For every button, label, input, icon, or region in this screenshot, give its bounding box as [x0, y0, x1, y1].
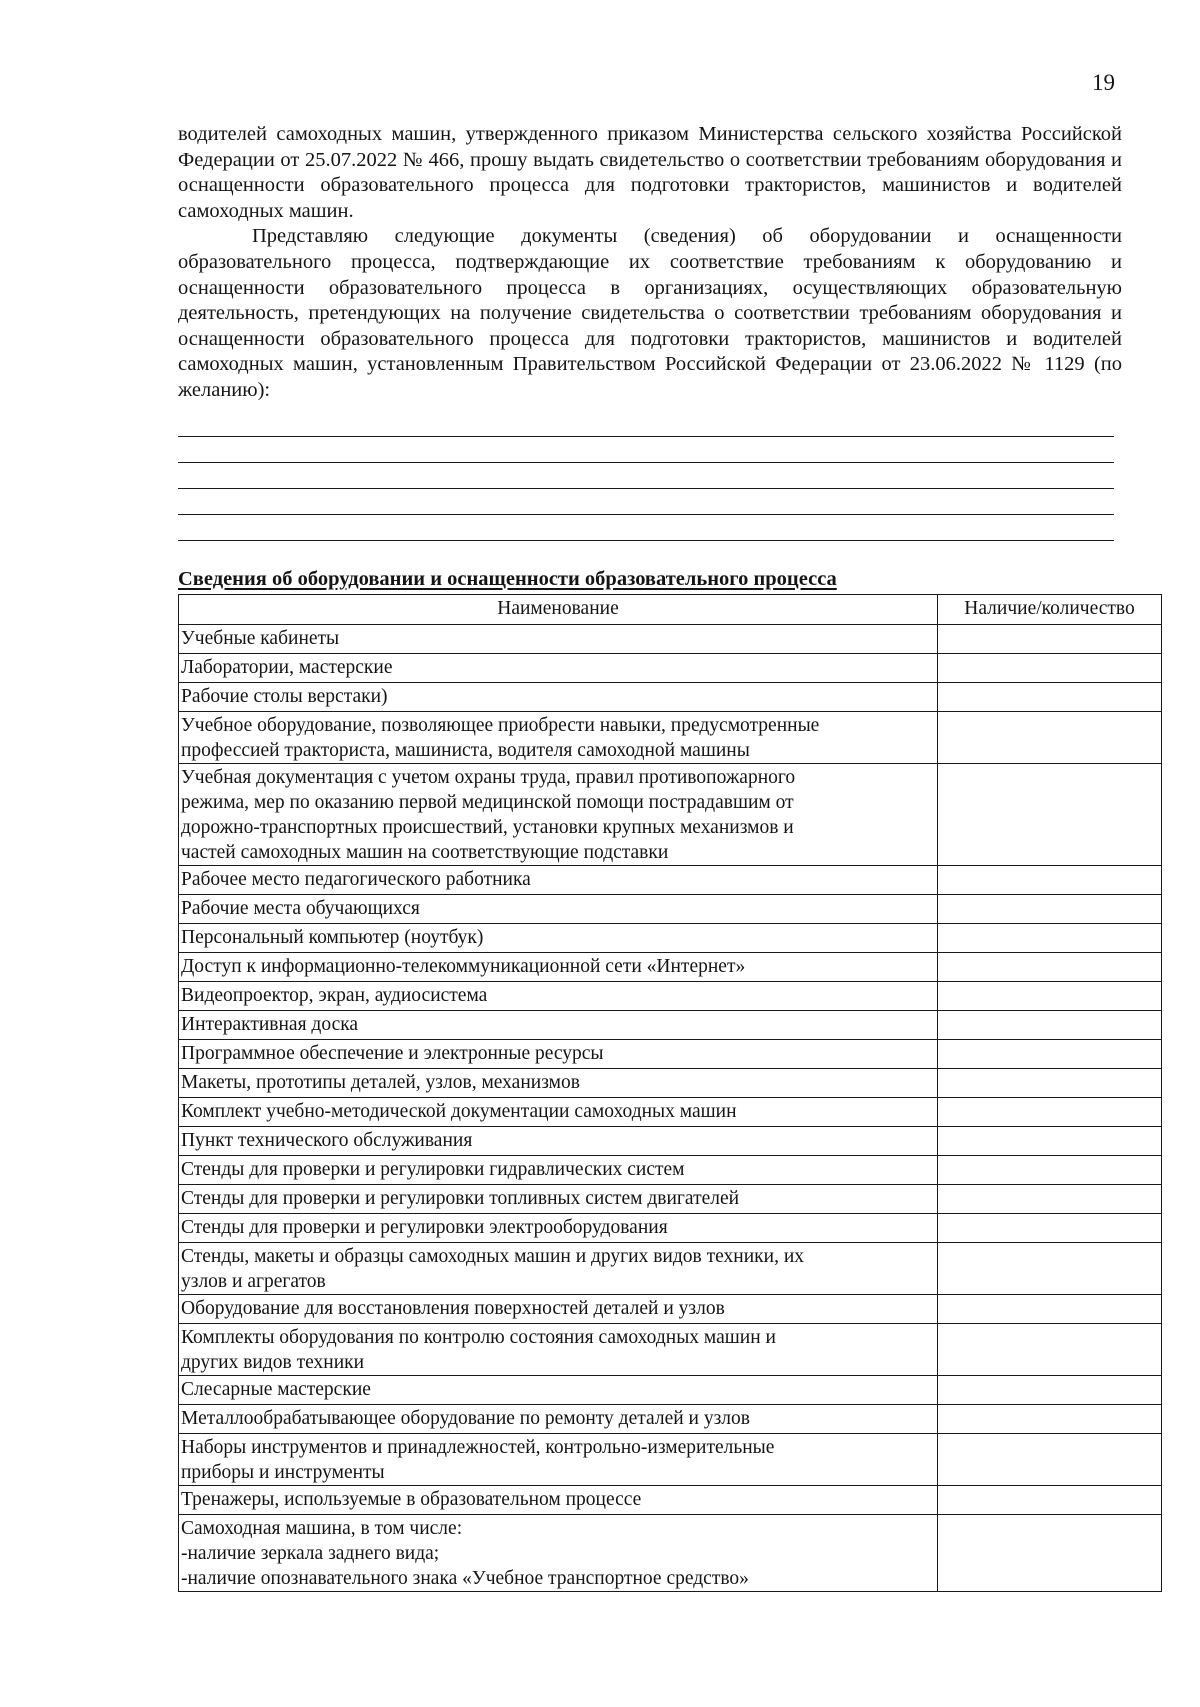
table-row: [179, 1515, 1162, 1592]
equipment-table: [178, 594, 1162, 1592]
equipment-name-cell: Комплекты оборудования по контролю состояния самоходных машин и других видов техники: [179, 1324, 938, 1376]
equipment-name-cell: Учебная документация с учетом охраны труда, правил противопожарного режима, мер по оказанию первой медицинской помощи пострадавшим от дорожно-транспортных происшествий, установки крупных механизмов и частей самоходных машин на соответствующие подставки: [179, 764, 938, 866]
quantity-cell[interactable]: [938, 1243, 1162, 1295]
table-row: [179, 1214, 1162, 1243]
quantity-cell[interactable]: [938, 1098, 1162, 1127]
equipment-name-cell: Стенды, макеты и образцы самоходных машин и других видов техники, их узлов и агрегатов: [179, 1243, 938, 1295]
quantity-cell[interactable]: [938, 895, 1162, 924]
equipment-rows: [179, 625, 1162, 1592]
quantity-cell[interactable]: [938, 1069, 1162, 1098]
table-row: [179, 1324, 1162, 1376]
quantity-cell[interactable]: [938, 1185, 1162, 1214]
quantity-cell[interactable]: [938, 1324, 1162, 1376]
equipment-name-cell: Рабочие столы верстаки): [179, 683, 938, 712]
equipment-name-cell: Программное обеспечение и электронные ресурсы: [179, 1040, 938, 1069]
table-row: [179, 654, 1162, 683]
equipment-name-cell: Лаборатории, мастерские: [179, 654, 938, 683]
quantity-cell[interactable]: [938, 1127, 1162, 1156]
table-row: [179, 1069, 1162, 1098]
equipment-name-cell: Стенды для проверки и регулировки электрооборудования: [179, 1214, 938, 1243]
table-row: [179, 1011, 1162, 1040]
quantity-cell[interactable]: [938, 1434, 1162, 1486]
equipment-name-cell: Доступ к информационно-телекоммуникационной сети «Интернет»: [179, 953, 938, 982]
equipment-name-cell: Персональный компьютер (ноутбук): [179, 924, 938, 953]
quantity-cell[interactable]: [938, 1376, 1162, 1405]
equipment-name-cell: Стенды для проверки и регулировки гидравлических систем: [179, 1156, 938, 1185]
equipment-name-cell: Рабочие места обучающихся: [179, 895, 938, 924]
table-row: [179, 1040, 1162, 1069]
equipment-name-cell: Рабочее место педагогического работника: [179, 866, 938, 895]
quantity-cell[interactable]: [938, 924, 1162, 953]
table-row: [179, 683, 1162, 712]
equipment-name-cell: Видеопроектор, экран, аудиосистема: [179, 982, 938, 1011]
equipment-name-cell: Комплект учебно-методической документации самоходных машин: [179, 1098, 938, 1127]
quantity-cell[interactable]: [938, 1515, 1162, 1592]
intro-text: [178, 122, 1122, 404]
quantity-cell[interactable]: [938, 1156, 1162, 1185]
table-row: [179, 1405, 1162, 1434]
quantity-cell[interactable]: [938, 683, 1162, 712]
equipment-name-cell: Учебные кабинеты: [179, 625, 938, 654]
table-row: [179, 895, 1162, 924]
table-row: [179, 924, 1162, 953]
blank-line-5[interactable]: [178, 540, 1114, 541]
table-row: [179, 1486, 1162, 1515]
equipment-name-cell: Макеты, прототипы деталей, узлов, механизмов: [179, 1069, 938, 1098]
table-row: [179, 1434, 1162, 1486]
header-name: Наименование: [179, 595, 938, 625]
equipment-name-cell: Учебное оборудование, позволяющее приобрести навыки, предусмотренные профессией тракториста, машиниста, водителя самоходной машины: [179, 712, 938, 764]
header-quantity: Наличие/количество: [938, 595, 1162, 625]
quantity-cell[interactable]: [938, 953, 1162, 982]
equipment-name-cell: Оборудование для восстановления поверхностей деталей и узлов: [179, 1295, 938, 1324]
intro-paragraph-1: водителей самоходных машин, утвержденного приказом Министерства сельского хозяйства Российской Федерации от 25.07.2022 № 466, прошу выдать свидетельство о соответствии требованиям оборудования и оснащенности образовательного процесса для подготовки трактористов, машинистов и водителей самоходных машин.: [178, 123, 1122, 222]
table-row: [179, 1127, 1162, 1156]
blank-line-3[interactable]: [178, 488, 1114, 489]
table-row: [179, 1295, 1162, 1324]
quantity-cell[interactable]: [938, 1214, 1162, 1243]
table-header-row: [179, 595, 1162, 625]
table-row: [179, 625, 1162, 654]
equipment-name-cell: Наборы инструментов и принадлежностей, контрольно-измерительные приборы и инструменты: [179, 1434, 938, 1486]
equipment-name-cell: Самоходная машина, в том числе: -наличие зеркала заднего вида; -наличие опознавательного знака «Учебное транспортное средство»: [179, 1515, 938, 1592]
intro-paragraph-2: Представляю следующие документы (сведения) об оборудовании и оснащенности образовательного процесса, подтверждающие их соответствие требованиям к оборудованию и оснащенности образовательного процесса в организациях, осуществляющих образовательную деятельность, претендующих на получение свидетельства о соответствии требованиям оборудования и оснащенности образовательного процесса для подготовки трактористов, машинистов и водителей самоходных машин, установленным Правительством Российской Федерации от 23.06.2022 № 1129 (по желанию):: [178, 225, 1122, 401]
page-number: 19: [1092, 70, 1115, 95]
table-row: [179, 1098, 1162, 1127]
quantity-cell[interactable]: [938, 866, 1162, 895]
quantity-cell[interactable]: [938, 1295, 1162, 1324]
table-row: [179, 764, 1162, 866]
quantity-cell[interactable]: [938, 982, 1162, 1011]
blank-line-4[interactable]: [178, 514, 1114, 515]
table-row: [179, 1243, 1162, 1295]
quantity-cell[interactable]: [938, 625, 1162, 654]
quantity-cell[interactable]: [938, 1486, 1162, 1515]
quantity-cell[interactable]: [938, 1405, 1162, 1434]
equipment-name-cell: Тренажеры, используемые в образовательном процессе: [179, 1486, 938, 1515]
equipment-name-cell: Стенды для проверки и регулировки топливных систем двигателей: [179, 1185, 938, 1214]
table-row: [179, 1185, 1162, 1214]
table-row: [179, 953, 1162, 982]
quantity-cell[interactable]: [938, 764, 1162, 866]
quantity-cell[interactable]: [938, 712, 1162, 764]
table-row: [179, 982, 1162, 1011]
equipment-name-cell: Интерактивная доска: [179, 1011, 938, 1040]
table-row: [179, 1376, 1162, 1405]
table-row: [179, 1156, 1162, 1185]
blank-line-2[interactable]: [178, 462, 1114, 463]
quantity-cell[interactable]: [938, 1040, 1162, 1069]
table-row: [179, 866, 1162, 895]
quantity-cell[interactable]: [938, 654, 1162, 683]
equipment-name-cell: Металлообрабатывающее оборудование по ремонту деталей и узлов: [179, 1405, 938, 1434]
equipment-name-cell: Слесарные мастерские: [179, 1376, 938, 1405]
section-title: Сведения об оборудовании и оснащенности образовательного процесса: [178, 568, 837, 590]
table-row: [179, 712, 1162, 764]
quantity-cell[interactable]: [938, 1011, 1162, 1040]
blank-line-1[interactable]: [178, 436, 1114, 437]
equipment-name-cell: Пункт технического обслуживания: [179, 1127, 938, 1156]
